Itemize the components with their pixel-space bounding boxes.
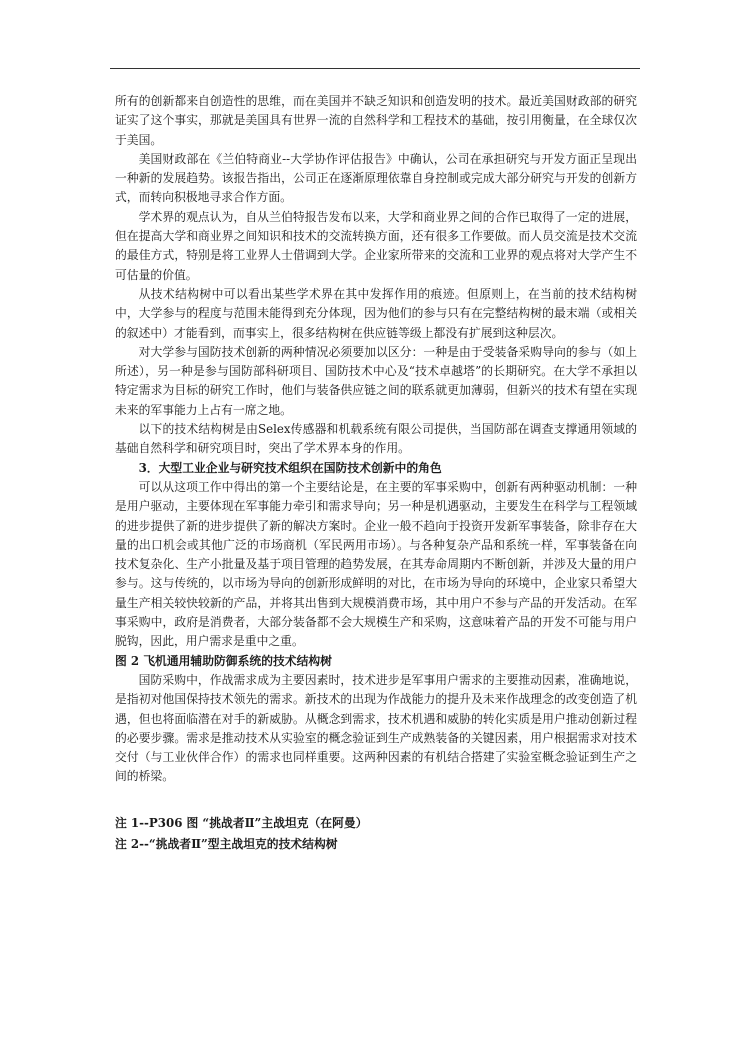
notes	[115, 813, 637, 855]
paragraph-after-figure: 国防采购中，作战需求成为主要因素时，技术进步是军事用户需求的主要推动因素，准确地说，是指初对他国保持技术领先的需求。新技术的出现为作战能力的提升及未来作战理念的改变创造了机遇，但也将面临潜在对手的新威胁。从概念到需求，技术机遇和威胁的转化实质是用户推动创新过程的必要步骤。需求是推动技术从实验室的概念验证到生产成熟装备的关键因素，用户根据需求对技术交付（与工业伙伴合作）的需求也同样重要。这两种因素的有机结合搭建了实验室概念验证到生产之间的桥梁。	[115, 672, 637, 784]
header-rule	[110, 68, 640, 69]
paragraph-2: 美国财政部在《兰伯特商业--大学协作评估报告》中确认，公司在承担研究与开发方面正呈现出一种新的发展趋势。该报告指出，公司正在逐渐原理依靠自身控制或完成大部分研究与开发的创新方式，而转向积极地寻求合作方面。	[115, 151, 637, 205]
paragraph-3: 学术界的观点认为，自从兰伯特报告发布以来，大学和商业界之间的合作已取得了一定的进展，但在提高大学和商业界之间知识和技术的交流转换方面，还有很多工作要做。而人员交流是技术交流的最佳方式，特别是将工业界人士借调到大学。企业家所带来的交流和工业界的观点将对大学产生不可估量的价值。	[115, 209, 637, 282]
document-body	[115, 92, 637, 855]
paragraph-1: 所有的创新都来自创造性的思维，而在美国并不缺乏知识和创造发明的技术。最近美国财政部的研究证实了这个事实，那就是美国具有世界一流的自然科学和工程技术的基础，按引用衡量，在全球仅次于美国。	[115, 94, 637, 147]
section-heading: 3．大型工业企业与研究技术组织在国防技术创新中的角色	[138, 460, 442, 475]
figure-caption: 图 2 飞机通用辅助防御系统的技术结构树	[115, 653, 332, 668]
paragraph-6: 以下的技术结构树是由Selex传感器和机载系统有限公司提供，当国防部在调查支撑通用领域的基础自然科学和研究项目时，突出了学术界本身的作用。	[115, 422, 637, 456]
paragraph-5: 对大学参与国防技术创新的两种情况必须要加以区分：一种是由于受装备采购导向的参与（如上所述），另一种是参与国防部科研项目、国防技术中心及“技术卓越塔”的长期研究。在大学不承担以特定需求为目标的研究工作时，他们与装备供应链之间的联系就更加薄弱，但新兴的技术有望在实现未来的军事能力上占有一席之地。	[115, 344, 637, 417]
paragraph-4: 从技术结构树中可以看出某些学术界在其中发挥作用的痕迹。但原则上，在当前的技术结构树中，大学参与的程度与范围未能得到充分体现，因为他们的参与只有在完整结构树的最末端（或相关的叙述中）才能看到，而事实上，很多结构树在供应链等级上都没有扩展到这种层次。	[115, 286, 637, 340]
note-2: 注 2--“挑战者Ⅱ”型主战坦克的技术结构树	[115, 836, 338, 851]
note-1: 注 1--P306 图 “挑战者Ⅱ”主战坦克（在阿曼）	[115, 815, 368, 830]
section-paragraph: 可以从这项工作中得出的第一个主要结论是，在主要的军事采购中，创新有两种驱动机制：一种是用户驱动，主要体现在军事能力牵引和需求导向；另一种是机遇驱动，主要发生在科学与工程领域的进步提供了新的进步提供了新的解决方案时。企业一般不趋向于投资开发新军事装备，除非存在大量的出口机会或其他广泛的市场商机（军民两用市场）。与各种复杂产品和系统一样，军事装备在向技术复杂化、生产小批量及基于项目管理的趋势发展，在其寿命周期内不断创新，并涉及大量的用户参与。这与传统的，以市场为导向的创新形成鲜明的对比，在市场为导向的环境中，企业家只希望大量生产相关较快较新的产品，并将其出售到大规模消费市场，其中用户不参与产品的开发活动。在军事采购中，政府是消费者，大部分装备都不会大规模生产和采购，这意味着产品的开发不可能与用户脱钩，因此，用户需求是重中之重。	[115, 479, 637, 649]
